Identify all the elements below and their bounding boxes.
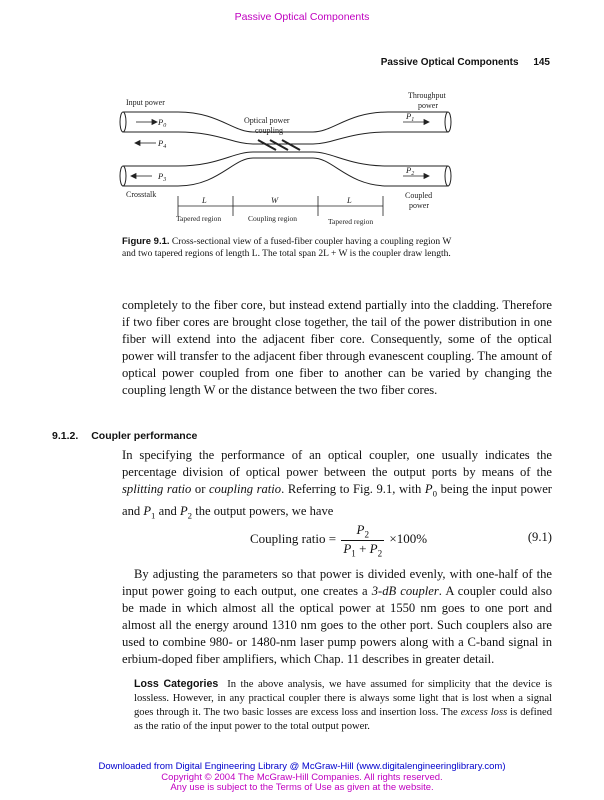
optical-power-label-line1: Optical power (244, 116, 290, 125)
section-title: Coupler performance (91, 430, 198, 442)
running-head (369, 57, 550, 68)
figure-caption (122, 236, 455, 260)
input-power-label: Input power (126, 98, 165, 107)
coupling-arrows-icon (258, 140, 300, 150)
optical-power-label-line2: coupling (255, 126, 283, 135)
footer-terms: Any use is subject to the Terms of Use as given at the website. (170, 782, 434, 793)
tapered-region-left: Tapered region (176, 214, 222, 223)
equation-rhs: ×100% (389, 531, 428, 547)
crosstalk-label: Crosstalk (126, 190, 157, 199)
paragraph-4: Loss Categories In the above analysis, we have assumed for simplicity that the device is lossless. However, in any practical coupler there is always some light that is lost when a signal goes through it. The two basic losses are excess loss and insertion loss. The excess loss is defined as the ratio of the input power to the total output power. (134, 678, 553, 732)
dimension-W: W (271, 195, 279, 205)
throughput-label-line2: power (418, 101, 438, 110)
p1-label: $P_1$ (406, 111, 415, 123)
top-banner: Passive Optical Components (234, 11, 370, 23)
coupler-diagram (118, 88, 458, 238)
p4-label: $P_4$ (158, 138, 167, 150)
figure-9-1 (118, 88, 458, 238)
paragraph-2: In specifying the performance of an optical coupler, one usually indicates the percentage division of optical power between the output ports by means of the splitting ratio or coupling ratio. Referring to Fig. 9.1, with $P_0$ being the input power and $P_1$ and $P_2$ the output powers, we have (122, 448, 552, 521)
footer (0, 762, 604, 794)
equation-9-1 (250, 522, 427, 558)
lower-fiber-top-edge (123, 152, 448, 166)
figure-caption-label: Figure 9.1. (122, 236, 170, 247)
paragraph-1: completely to the fiber core, but instead extend partially into the cladding. Therefore if two fiber cores are brought close together, the tail of the power distribution in one fiber will extend into the adjacent fiber core. Consequently, some of the optical power will transfer to the adjacent fiber through evanescent coupling. The amount of optical power coupled from one fiber to another can be varied by changing the coupling length W or the distance between the two fiber cores. (122, 298, 552, 397)
figure-caption-text: Cross-sectional view of a fused-fiber coupler having a coupling region W and two tapered regions of length L. The total span 2L + W is the coupler draw length. (122, 237, 452, 259)
p3-label: $P_3$ (158, 171, 167, 183)
throughput-label-line1: Throughput (408, 91, 446, 100)
equation-lhs: Coupling ratio = (250, 531, 337, 547)
p2-label: $P_2$ (406, 165, 415, 177)
coupling-region-label: Coupling region (248, 214, 297, 223)
footer-download-link[interactable]: Downloaded from Digital Engineering Library @ McGraw-Hill (www.digitalengineeringlibrary.com) (98, 761, 506, 772)
section-heading (52, 430, 197, 442)
paragraph-3: By adjusting the parameters so that power is divided evenly, with one-half of the input power going to each output, one creates a 3-dB coupler. A coupler could also be made in which almost all the optical power at 1550 nm goes to one port and almost all the energy around 1310 nm goes to the other port. Such couplers also are used to combine 980- or 1480-nm laser pump powers along with a C-band signal in erbium-doped fiber amplifiers, which Chap. 11 describes in greater detail. (122, 567, 552, 666)
p0-label: $P_0$ (158, 117, 167, 129)
footer-copyright: Copyright © 2004 The McGraw-Hill Companies. All rights reserved. (161, 771, 443, 783)
equation-fraction: $\frac{P_2}{P_1 + P_2}$ (343, 522, 383, 559)
running-head-title: Passive Optical Components (380, 57, 519, 68)
loss-categories-heading: Loss Categories (134, 678, 219, 690)
dimension-L-left: L (202, 195, 207, 205)
equation-number: (9.1) (527, 530, 552, 544)
tapered-region-right: Tapered region (328, 217, 374, 226)
section-number: 9.1.2. (52, 430, 79, 442)
page-number: 145 (533, 57, 550, 68)
dimension-L-right: L (347, 195, 352, 205)
coupled-power-label-line2: power (409, 201, 429, 210)
coupled-power-label-line1: Coupled (405, 191, 433, 200)
lower-fiber-bottom-edge (123, 158, 448, 186)
